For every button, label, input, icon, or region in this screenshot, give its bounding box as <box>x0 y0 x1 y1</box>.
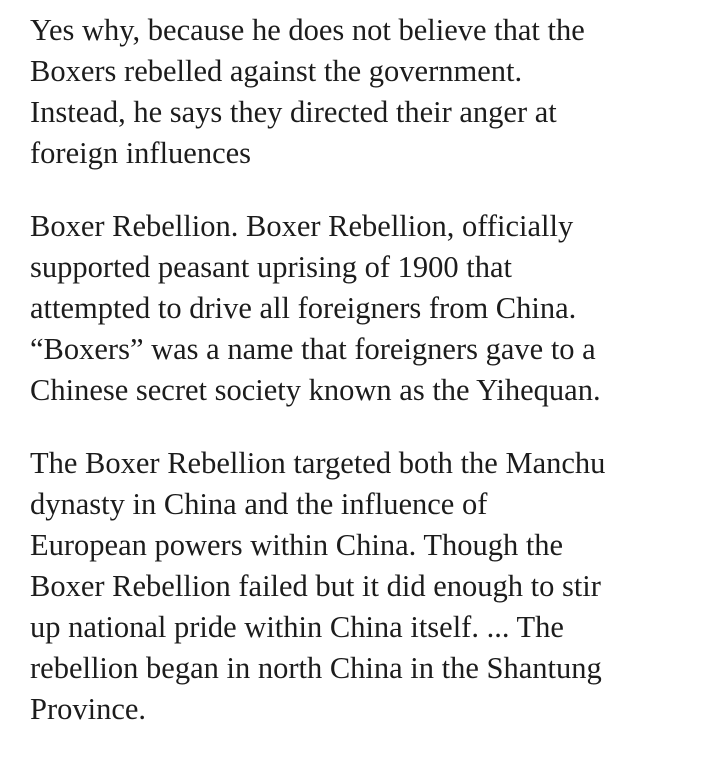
text-line: “Boxers” was a name that foreigners gave to a <box>30 332 596 366</box>
paragraph-answer <box>30 10 690 174</box>
text-line: Boxer Rebellion failed but it did enough to stir <box>30 569 601 603</box>
text-line: attempted to drive all foreigners from China. <box>30 291 577 325</box>
text-line: Boxer Rebellion. Boxer Rebellion, officially <box>30 209 574 243</box>
text-line: dynasty in China and the influence of <box>30 487 488 521</box>
paragraph-details <box>30 443 690 730</box>
text-line: supported peasant uprising of 1900 that <box>30 250 512 284</box>
text-line: Province. <box>30 692 147 726</box>
text-line: foreign influences <box>30 136 252 170</box>
text-line: Chinese secret society known as the Yihequan. <box>30 373 601 407</box>
text-line: up national pride within China itself. ... The <box>30 610 564 644</box>
text-line: European powers within China. Though the <box>30 528 564 562</box>
paragraph-definition <box>30 206 690 411</box>
text-line: Boxers rebelled against the government. <box>30 54 523 88</box>
document-body <box>30 10 690 762</box>
text-line: Yes why, because he does not believe that the <box>30 13 585 47</box>
text-line: rebellion began in north China in the Shantung <box>30 651 602 685</box>
text-line: The Boxer Rebellion targeted both the Manchu <box>30 446 606 480</box>
text-line: Instead, he says they directed their anger at <box>30 95 557 129</box>
